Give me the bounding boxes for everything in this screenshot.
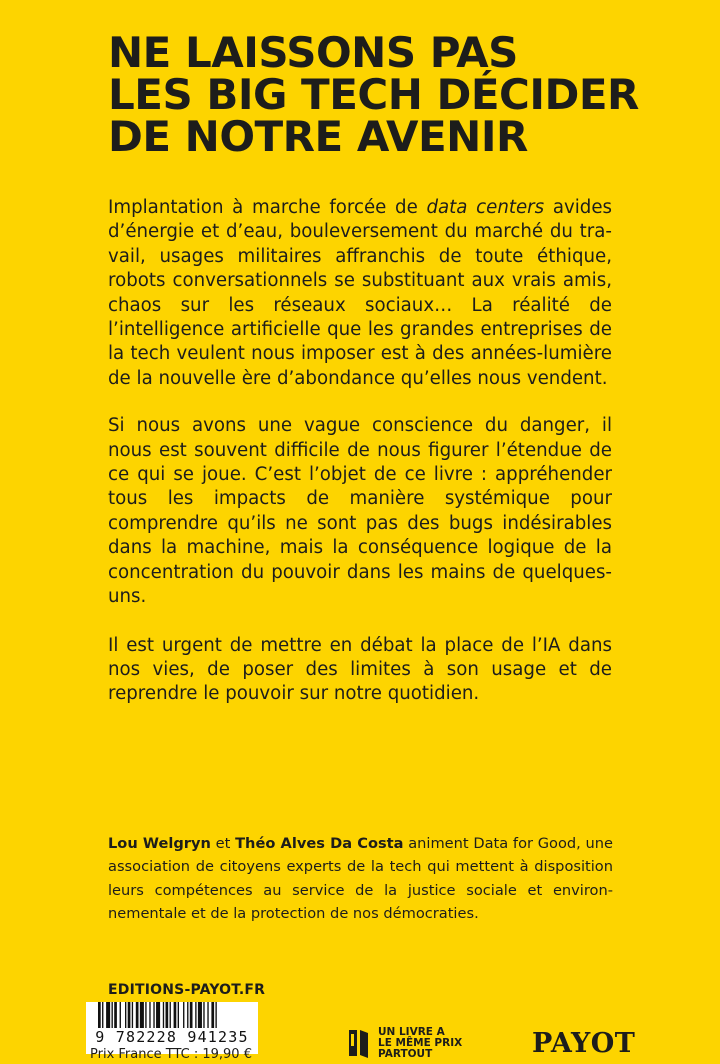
paragraph-1-start: Implantation à marche forcée de: [108, 197, 427, 218]
prix-unique-line-3: PARTOUT: [378, 1048, 433, 1060]
paragraph-1-italic: data centers: [426, 197, 545, 218]
isbn-digits: 9 782228 941235: [86, 1028, 258, 1046]
paragraph-1: [108, 196, 612, 391]
author-1: Lou Welgryn: [108, 835, 211, 852]
paragraph-3: Il est urgent de mettre en débat la place de l’IA dans nos vies, de poser des limites à son usage et de reprendre le pouvoir sur notre quotidien.: [108, 634, 612, 705]
headline: [108, 28, 639, 161]
prix-unique-line-1: UN LIVRE A: [378, 1026, 445, 1038]
paragraph-2: Si nous avons une vague conscience du danger, il nous est souvent difficile de nous figurer l’étendue de ce qui se joue. C’est l’objet de ce livre : appréhender tous les impacts de manière systémique pour comprendre qu’ils ne sont pas des bugs indésirables dans la machine, mais la conséquence logique de la concentration du pouvoir dans les mains de quelques-uns.: [108, 415, 612, 608]
headline-line-2: LES BIG TECH DÉCIDER: [108, 70, 639, 119]
publisher-website[interactable]: EDITIONS-PAYOT.FR: [108, 982, 266, 998]
prix-unique-line-2: LE MÊME PRIX: [378, 1037, 463, 1049]
author-2: Théo Alves Da Costa: [235, 835, 404, 852]
author-connector: et: [210, 835, 236, 852]
paragraph-1-end: avides d’énergie et d’eau, bouleversement du marché du travail, usages militaires affranchis de toute éthique, robots conversationnels se substituant aux vrais amis, chaos sur les réseaux sociaux… La réalité de l’intelligence artificielle que les grandes entreprises de la tech veulent nous imposer est à des années-lumière de la nouvelle ère d’abondance qu’elles nous vendent.: [108, 197, 612, 389]
back-cover-text: [108, 196, 612, 731]
author-bio: [108, 832, 613, 925]
prix-unique-label: [378, 1027, 462, 1060]
bio-text: animent Data for Good, une association de citoyens experts de la tech qui mettent à disposition leurs compétences au service de la justice sociale et environnementale et de la protection de nos démocraties.: [108, 835, 613, 922]
headline-line-1: NE LAISSONS PAS: [108, 28, 518, 77]
publisher-logo: PAYOT: [532, 1028, 636, 1059]
price: Prix France TTC : 19,90 €: [90, 1047, 252, 1062]
headline-line-3: DE NOTRE AVENIR: [108, 112, 528, 161]
